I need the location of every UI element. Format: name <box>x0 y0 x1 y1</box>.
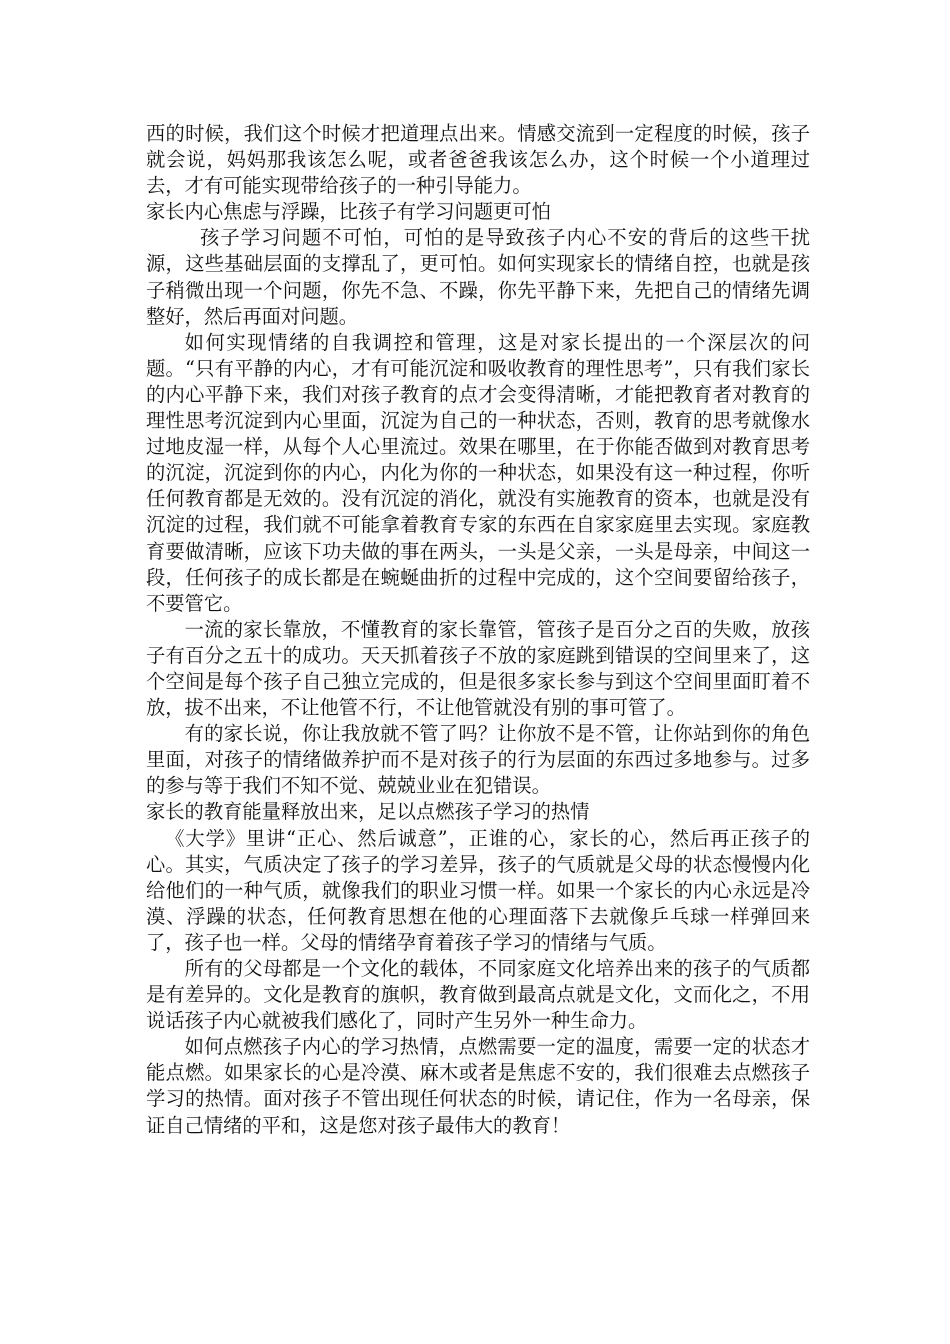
paragraph-letting-go: 一流的家长靠放，不懂教育的家长靠管，管孩子是百分之百的失败，放孩子有百分之五十的成功。天天抓着孩子不放的家庭跳到错误的空间里来了，这个空间是每个孩子自己独立完成的，但是很多家长参与到这个空间里面盯着不放，拔不出来，不让他管不行，不让他管就没有别的事可管了。 <box>146 617 810 720</box>
paragraph-emotion-control: 如何实现情绪的自我调控和管理，这是对家长提出的一个深层次的问题。“只有平静的内心，才有可能沉淀和吸收教育的理性思考”，只有我们家长的内心平静下来，我们对孩子教育的点才会变得清晰，才能把教育者对教育的理性思考沉淀到内心里面，沉淀为自己的一种状态，否则，教育的思考就像水过地皮湿一样，从每个人心里流过。效果在哪里，在于你能否做到对教育思考的沉淀，沉淀到你的内心，内化为你的一种状态，如果没有这一种过程，你听任何教育都是无效的。没有沉淀的消化，就没有实施教育的资本，也就是没有沉淀的过程，我们就不可能拿着教育专家的东西在自家家庭里去实现。家庭教育要做清晰，应该下功夫做的事在两头，一头是父亲，一头是母亲，中间这一段，任何孩子的成长都是在蜿蜒曲折的过程中完成的，这个空间要留给孩子，不要管它。 <box>146 330 810 615</box>
paragraph-continuation: 西的时候，我们这个时候才把道理点出来。情感交流到一定程度的时候，孩子就会说，妈妈那我该怎么呢，或者爸爸我该怎么办，这个时候一个小道理过去，才有可能实现带给孩子的一种引导能力。 <box>146 122 810 198</box>
section-heading-energy: 家长的教育能量释放出来，足以点燃孩子学习的热情 <box>146 800 590 824</box>
paragraph-great-learning: 《大学》里讲“正心、然后诚意”，正谁的心，家长的心，然后再正孩子的心。其实，气质决定了孩子的学习差异，孩子的气质就是父母的状态慢慢内化给他们的一种气质，就像我们的职业习惯一样。如果一个家长的内心永远是冷漠、浮躁的状态，任何教育思想在他的心理面落下去就像乒乓球一样弹回来了，孩子也一样。父母的情绪孕育着孩子学习的情绪与气质。 <box>146 826 810 954</box>
document-page <box>146 121 810 1139</box>
paragraph-ignite-passion: 如何点燃孩子内心的学习热情，点燃需要一定的温度，需要一定的状态才能点燃。如果家长的心是冷漠、麻木或者是焦虑不安的，我们很难去点燃孩子学习的热情。面对孩子不管出现任何状态的时候，请记住，作为一名母亲，保证自己情绪的平和，这是您对孩子最伟大的教育！ <box>146 1035 810 1137</box>
paragraph-learning-problems: 孩子学习问题不可怕，可怕的是导致孩子内心不安的背后的这些干扰源，这些基础层面的支撑乱了，更可怕。如何实现家长的情绪自控，也就是孩子稍微出现一个问题，你先不急、不躁，你先平静下来，先把自己的情绪先调整好，然后再面对问题。 <box>146 226 810 328</box>
section-heading-anxiety: 家长内心焦虑与浮躁，比孩子有学习问题更可怕 <box>146 200 551 224</box>
paragraph-family-culture: 所有的父母都是一个文化的载体，不同家庭文化培养出来的孩子的气质都是有差异的。文化是教育的旗帜，教育做到最高点就是文化，文而化之，不用说话孩子内心就被我们感化了，同时产生另外一种生命力。 <box>146 957 810 1033</box>
paragraph-parent-role: 有的家长说，你让我放就不管了吗？让你放不是不管，让你站到你的角色里面，对孩子的情绪做养护而不是对孩子的行为层面的东西过多地参与。过多的参与等于我们不知不觉、兢兢业业在犯错误。 <box>146 722 810 798</box>
